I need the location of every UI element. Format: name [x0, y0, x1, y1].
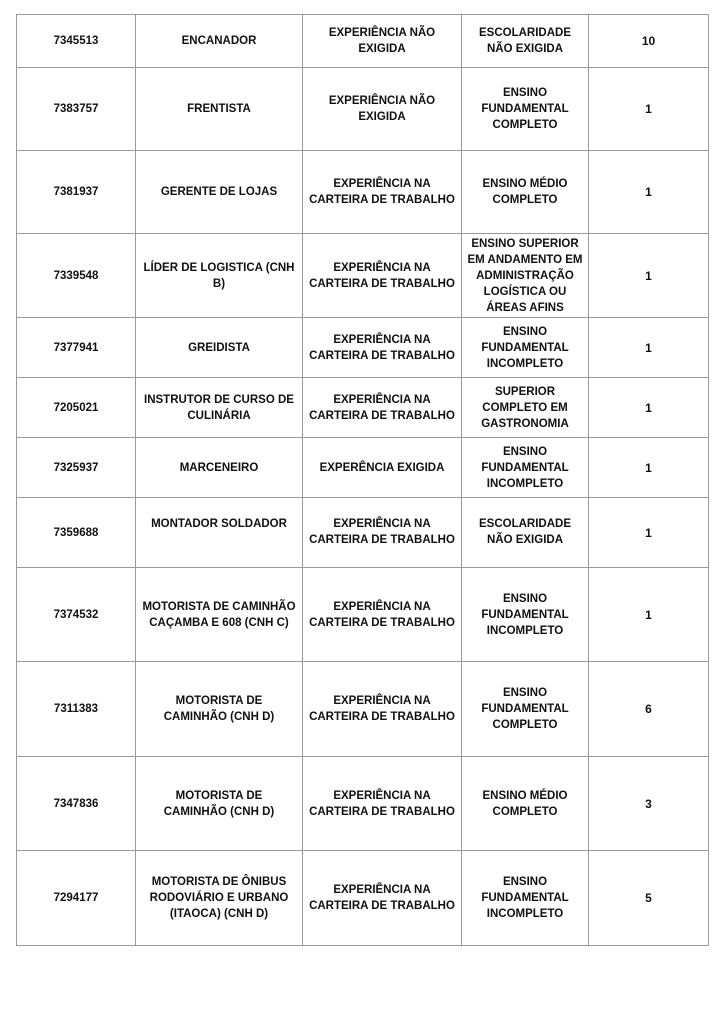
vacancy-count: 10 [589, 15, 709, 68]
job-title: LÍDER DE LOGISTICA (CNH B) [136, 234, 303, 318]
vacancy-count: 1 [589, 318, 709, 378]
vacancy-count: 3 [589, 757, 709, 851]
table-row [17, 378, 709, 438]
experience-requirement: EXPERIÊNCIA NA CARTEIRA DE TRABALHO [303, 151, 462, 234]
table-row [17, 318, 709, 378]
education-requirement: ENSINO FUNDAMENTAL INCOMPLETO [462, 851, 589, 946]
table-row [17, 68, 709, 151]
education-requirement: ENSINO FUNDAMENTAL INCOMPLETO [462, 318, 589, 378]
job-title: GREIDISTA [136, 318, 303, 378]
vacancy-count: 1 [589, 438, 709, 498]
table-row [17, 662, 709, 757]
vacancy-code: 7311383 [17, 662, 136, 757]
table-row [17, 234, 709, 318]
experience-requirement: EXPERIÊNCIA NA CARTEIRA DE TRABALHO [303, 318, 462, 378]
job-title: MOTORISTA DE CAMINHÃO CAÇAMBA E 608 (CNH C) [136, 568, 303, 662]
education-requirement: ESCOLARIDADE NÃO EXIGIDA [462, 498, 589, 568]
experience-requirement: EXPERIÊNCIA NÃO EXIGIDA [303, 68, 462, 151]
experience-requirement: EXPERIÊNCIA NA CARTEIRA DE TRABALHO [303, 378, 462, 438]
education-requirement: ENSINO FUNDAMENTAL COMPLETO [462, 662, 589, 757]
table-row [17, 15, 709, 68]
experience-requirement: EXPERIÊNCIA NA CARTEIRA DE TRABALHO [303, 757, 462, 851]
experience-requirement: EXPERIÊNCIA NA CARTEIRA DE TRABALHO [303, 498, 462, 568]
table-row [17, 438, 709, 498]
education-requirement: SUPERIOR COMPLETO EM GASTRONOMIA [462, 378, 589, 438]
experience-requirement: EXPERIÊNCIA NÃO EXIGIDA [303, 15, 462, 68]
table-row [17, 498, 709, 568]
job-title: GERENTE DE LOJAS [136, 151, 303, 234]
job-title: MOTORISTA DE CAMINHÃO (CNH D) [136, 662, 303, 757]
vacancy-code: 7339548 [17, 234, 136, 318]
table-row [17, 151, 709, 234]
vacancy-code: 7325937 [17, 438, 136, 498]
job-title: FRENTISTA [136, 68, 303, 151]
vacancy-code: 7345513 [17, 15, 136, 68]
table-row [17, 851, 709, 946]
education-requirement: ENSINO MÉDIO COMPLETO [462, 151, 589, 234]
vacancy-code: 7359688 [17, 498, 136, 568]
education-requirement: ENSINO FUNDAMENTAL INCOMPLETO [462, 568, 589, 662]
experience-requirement: EXPERIÊNCIA NA CARTEIRA DE TRABALHO [303, 568, 462, 662]
job-title: MONTADOR SOLDADOR [136, 498, 303, 568]
vacancy-count: 1 [589, 568, 709, 662]
vacancy-code: 7347836 [17, 757, 136, 851]
vacancy-count: 5 [589, 851, 709, 946]
vacancy-code: 7294177 [17, 851, 136, 946]
table-row [17, 757, 709, 851]
vacancy-code: 7383757 [17, 68, 136, 151]
education-requirement: ENSINO FUNDAMENTAL INCOMPLETO [462, 438, 589, 498]
experience-requirement: EXPERIÊNCIA NA CARTEIRA DE TRABALHO [303, 851, 462, 946]
vacancy-count: 1 [589, 68, 709, 151]
vacancy-count: 1 [589, 498, 709, 568]
job-title: MOTORISTA DE ÔNIBUS RODOVIÁRIO E URBANO (ITAOCA) (CNH D) [136, 851, 303, 946]
experience-requirement: EXPERIÊNCIA NA CARTEIRA DE TRABALHO [303, 662, 462, 757]
job-title: MARCENEIRO [136, 438, 303, 498]
experience-requirement: EXPERÊNCIA EXIGIDA [303, 438, 462, 498]
table-row [17, 568, 709, 662]
job-vacancies-table [16, 14, 709, 946]
vacancy-code: 7381937 [17, 151, 136, 234]
experience-requirement: EXPERIÊNCIA NA CARTEIRA DE TRABALHO [303, 234, 462, 318]
vacancy-code: 7205021 [17, 378, 136, 438]
education-requirement: ENSINO SUPERIOR EM ANDAMENTO EM ADMINISTRAÇÃO LOGÍSTICA OU ÁREAS AFINS [462, 234, 589, 318]
education-requirement: ENSINO FUNDAMENTAL COMPLETO [462, 68, 589, 151]
job-title: ENCANADOR [136, 15, 303, 68]
vacancy-count: 1 [589, 151, 709, 234]
vacancy-code: 7377941 [17, 318, 136, 378]
job-title: INSTRUTOR DE CURSO DE CULINÁRIA [136, 378, 303, 438]
vacancy-count: 1 [589, 234, 709, 318]
education-requirement: ENSINO MÉDIO COMPLETO [462, 757, 589, 851]
vacancy-code: 7374532 [17, 568, 136, 662]
vacancy-count: 1 [589, 378, 709, 438]
job-title: MOTORISTA DE CAMINHÃO (CNH D) [136, 757, 303, 851]
vacancy-count: 6 [589, 662, 709, 757]
education-requirement: ESCOLARIDADE NÃO EXIGIDA [462, 15, 589, 68]
